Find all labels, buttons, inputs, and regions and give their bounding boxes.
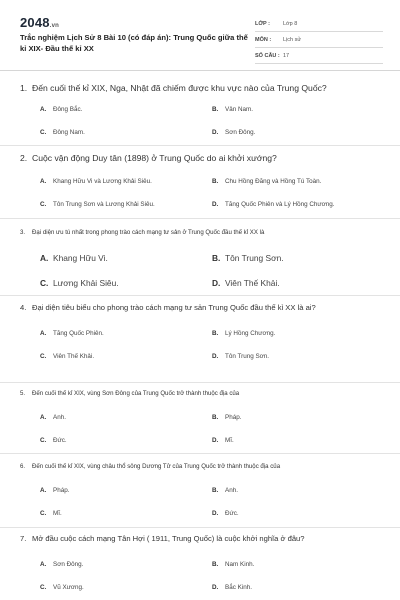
question-text: Đến cuối thế kỉ XIX, vùng châu thổ sông Dương Tử của Trung Quốc trở thành thuộc địa của (32, 463, 281, 470)
option-text: Lý Hồng Chương. (225, 330, 276, 337)
option-letter: D. (212, 278, 221, 288)
option-letter: D. (212, 353, 219, 360)
option-text: Sơn Đông. (53, 561, 84, 568)
option-letter: B. (212, 487, 219, 494)
question-6 (20, 461, 380, 517)
meta-key: SỐ CÂU : (255, 52, 280, 59)
question-text: Đại diện ưu tú nhất trong phong trào cách mạng tư sản ở Trung Quốc đầu thế kỉ XX là (32, 229, 265, 236)
option-text: Sơn Đông. (225, 129, 256, 136)
question-5 (20, 388, 380, 444)
meta-value: 17 (283, 52, 290, 59)
question-divider (0, 453, 400, 454)
question-7 (20, 533, 380, 591)
question-stem (20, 533, 380, 545)
option-letter: B. (212, 106, 219, 113)
option-b[interactable] (212, 106, 253, 113)
option-text: Vũ Xương. (53, 584, 84, 591)
option-text: Tôn Trung Sơn. (225, 253, 284, 263)
option-letter: B. (212, 178, 219, 185)
question-number: 4. (20, 303, 27, 312)
option-text: Mĩ. (53, 510, 62, 517)
option-letter: C. (40, 584, 47, 591)
option-letter: C. (40, 353, 47, 360)
option-text: Đức. (225, 510, 239, 517)
header-divider (0, 70, 400, 71)
option-letter: A. (40, 178, 47, 185)
question-number: 6. (20, 463, 26, 470)
question-number: 2. (20, 153, 28, 163)
question-divider (0, 382, 400, 383)
option-c[interactable] (40, 584, 84, 591)
option-text: Đức. (53, 437, 67, 444)
option-b[interactable] (212, 330, 275, 337)
option-letter: C. (40, 201, 47, 208)
option-a[interactable] (40, 330, 104, 337)
option-b[interactable] (212, 178, 321, 185)
option-text: Chu Hồng Đăng và Hồng Tú Toàn. (225, 178, 322, 185)
meta-row-count (255, 48, 383, 64)
option-text: Nam Kinh. (225, 561, 255, 568)
option-text: Anh. (225, 487, 238, 494)
meta-key: LỚP : (255, 20, 270, 27)
option-text: Khang Hữu Vi. (53, 253, 108, 263)
option-text: Viên Thế Khải. (225, 278, 280, 288)
option-text: Khang Hữu Vi và Lương Khải Siêu. (53, 178, 152, 185)
logo-suffix: .vn (49, 23, 60, 29)
option-d[interactable] (212, 437, 234, 444)
option-letter: A. (40, 106, 47, 113)
option-text: Đông Bắc. (53, 106, 83, 113)
meta-panel (255, 16, 383, 64)
option-letter: C. (40, 129, 47, 136)
question-stem (20, 388, 380, 400)
option-text: Pháp. (53, 487, 70, 494)
option-letter: A. (40, 253, 49, 263)
option-d[interactable] (212, 584, 252, 591)
option-c[interactable] (40, 201, 155, 208)
option-text: Tôn Trung Sơn. (225, 353, 270, 360)
option-letter: D. (212, 510, 219, 517)
question-divider (0, 145, 400, 146)
option-letter: B. (212, 561, 219, 568)
option-a[interactable] (40, 487, 69, 494)
meta-value: Lịch sử (283, 36, 302, 43)
option-text: Đông Nam. (53, 129, 85, 136)
option-d[interactable] (212, 201, 335, 208)
option-a[interactable] (40, 414, 66, 421)
option-c[interactable] (40, 437, 67, 444)
option-letter: D. (212, 584, 219, 591)
meta-value: Lớp 8 (283, 20, 298, 27)
logo-text: 2048 (20, 15, 50, 30)
meta-row-class (255, 16, 383, 32)
option-a[interactable] (40, 106, 82, 113)
question-number: 3. (20, 229, 26, 236)
question-text: Đến cuối thế kỉ XIX, Nga, Nhật đã chiếm được khu vực nào của Trung Quốc? (32, 83, 327, 93)
option-b[interactable] (212, 561, 254, 568)
option-letter: B. (212, 330, 219, 337)
meta-key: MÔN : (255, 36, 272, 43)
option-text: Tăng Quốc Phiên và Lý Hồng Chương. (225, 201, 335, 208)
question-number: 5. (20, 390, 26, 397)
question-number: 7. (20, 534, 27, 543)
option-letter: A. (40, 561, 47, 568)
option-letter: D. (212, 129, 219, 136)
option-text: Vân Nam. (225, 106, 253, 113)
option-letter: C. (40, 510, 47, 517)
option-text: Tăng Quốc Phiên. (53, 330, 104, 337)
option-letter: A. (40, 330, 47, 337)
question-stem (20, 302, 380, 314)
option-text: Pháp. (225, 414, 242, 421)
option-b[interactable] (212, 487, 238, 494)
question-divider (0, 218, 400, 219)
page-header (0, 0, 400, 64)
option-text: Mĩ. (225, 437, 234, 444)
question-divider (0, 527, 400, 528)
option-d[interactable] (212, 510, 239, 517)
question-stem (20, 461, 380, 473)
question-3 (20, 227, 380, 288)
option-text: Bắc Kinh. (225, 584, 252, 591)
question-text: Đại diện tiêu biểu cho phong trào cách mạng tư sản Trung Quốc đầu thế kỉ XX là ai? (32, 303, 316, 312)
option-letter: C. (40, 278, 49, 288)
question-stem (20, 152, 380, 164)
question-stem (20, 82, 380, 94)
question-stem (20, 227, 380, 239)
question-4 (20, 302, 380, 360)
option-a[interactable] (40, 178, 152, 185)
option-letter: B. (212, 253, 221, 263)
option-d[interactable] (212, 278, 280, 288)
option-c[interactable] (40, 510, 62, 517)
meta-row-subject (255, 32, 383, 48)
option-c[interactable] (40, 353, 94, 360)
option-text: Tôn Trung Sơn và Lương Khải Siêu. (53, 201, 155, 208)
question-2 (20, 152, 380, 208)
option-text: Viên Thế Khải. (53, 353, 95, 360)
question-text: Đến cuối thế kỉ XIX, vùng Sơn Đông của Trung Quốc trở thành thuộc địa của (32, 390, 240, 397)
option-text: Anh. (53, 414, 66, 421)
option-letter: C. (40, 437, 47, 444)
question-1 (20, 82, 380, 136)
question-text: Mở đầu cuộc cách mạng Tân Hợi ( 1911, Trung Quốc) là cuộc khởi nghĩa ở đâu? (32, 534, 305, 543)
option-letter: D. (212, 201, 219, 208)
option-b[interactable] (212, 414, 241, 421)
option-c[interactable] (40, 278, 119, 288)
page-title: Trắc nghiệm Lịch Sử 8 Bài 10 (có đáp án): Trung Quốc giữa thế kỉ XIX- Đầu thế kỉ XX (20, 33, 248, 53)
option-letter: A. (40, 487, 47, 494)
option-d[interactable] (212, 353, 269, 360)
question-number: 1. (20, 83, 28, 93)
option-letter: A. (40, 414, 47, 421)
site-logo[interactable] (20, 15, 59, 30)
option-a[interactable] (40, 253, 108, 263)
option-text: Lương Khải Siêu. (53, 278, 119, 288)
option-a[interactable] (40, 561, 83, 568)
question-text: Cuộc vận động Duy tân (1898) ở Trung Quốc do ai khởi xướng? (32, 153, 277, 163)
option-d[interactable] (212, 129, 255, 136)
option-letter: B. (212, 414, 219, 421)
option-b[interactable] (212, 253, 284, 263)
question-divider (0, 295, 400, 296)
option-letter: D. (212, 437, 219, 444)
option-c[interactable] (40, 129, 85, 136)
